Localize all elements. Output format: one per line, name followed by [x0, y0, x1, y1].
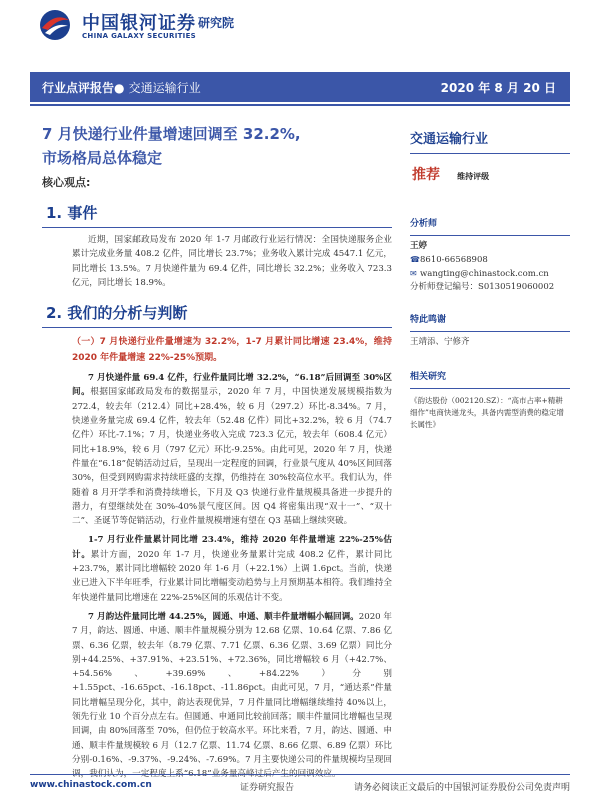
footer-center: 证券研究报告: [240, 783, 295, 793]
contrib-names: 王靖添、宁修齐: [410, 337, 470, 347]
logo-text-cn: 中国银河证券: [82, 13, 196, 34]
subsection-1-body: 根据国家邮政局发布的数据显示，2020 年 7 月，中国快递发展规模指数为 272.4，较去年（212.4）同比+28.4%，较 6 月（297.2）环比-8.34%。7 月，快递业务量完成 69.4 亿件，较去年（52.48 亿件）同比+32.2%，较 6 月（74.7 亿件）环比-7.1%；7 月，快递业务收入完成 723.3 亿元，较去年（608.4 亿元）同比+18.9%，较 6 月（797 亿元）环比-9.25%。由此可见，2020 年 7 月，快递件量在“6.18”促销活动过后，呈现出一定程度的回调，行业景气度从 40%区间回落 30%，但受到网购需求持续旺盛的支撑，仍维持在 30%较高位水平。我们认为，伴随着 8 月开学季和消费持续增长，下月及 Q3 快递行业件量规模具备进一步提升的潜力，有望继续处在 30%-40%景气度区间。因 Q4 将密集出现“双十一”、“双十二”、圣诞节等促销活动，行业件量规模增速有望在 Q3 基础上继续突破。: [72, 387, 392, 527]
footer-disclaimer: 请务必阅读正文最后的中国银河证券股份公司免责声明: [353, 783, 570, 793]
banner-divider: [30, 104, 570, 106]
email-address[interactable]: wangting@chinastock.com.cn: [420, 269, 549, 279]
phone-number: 8610-66568908: [420, 255, 488, 265]
subsection-3-lead: 7 月韵达件量同比增 44.25%，圆通、申通、顺丰件量增幅小幅回调。: [88, 611, 359, 622]
section-2-title: 2. 我们的分析与判断: [46, 304, 188, 323]
email-icon: ✉: [410, 269, 417, 278]
analyst-cert: [410, 281, 570, 294]
sidebar-industry-title: 交通运输行业: [410, 132, 489, 147]
core-view-label: 核心观点:: [42, 176, 91, 189]
galaxy-logo-icon: [36, 8, 74, 42]
cert-number: S0130519060002: [478, 282, 555, 292]
industry-name: 交通运输行业: [128, 81, 201, 95]
sidebar-rule: [410, 153, 570, 154]
related-research-item[interactable]: 《韵达股份（002120.SZ）：“高市占率+精耕细作”电商快递龙头，具备内需型消费的稳定增长属性》: [410, 396, 564, 429]
report-title: [42, 122, 392, 170]
main-content: [30, 110, 392, 782]
contrib-label: 特此鸣谢: [410, 315, 447, 325]
title-line-1: 7 月快递行业件量增速回调至 32.2%,: [42, 125, 301, 143]
subsection-2-lead: 1-7 月行业件量累计同比增 23.4%，维持 2020 年件量增速 22%-25%估计。: [72, 535, 392, 560]
subsection-1-lead: 7 月快递件量 69.4 亿件，行业件量同比增 32.2%，“6.18”后回调至 30%区间。: [72, 373, 392, 398]
section-1-paragraph: 近期，国家邮政局发布 2020 年 1-7 月邮政行业运行情况：全国快递服务企业累计完成业务量 408.2 亿件，同比增长 23.7%；业务收入累计完成 4547.1 亿元，同比增长 13.5%。7 月快递件量为 69.4 亿件，同比增长 32.2%；业务收入 723.3 亿元，同比增长 18.9%。: [72, 235, 392, 288]
analyst-rule: [410, 235, 570, 236]
analyst-phone: [410, 253, 570, 267]
report-header: [30, 4, 570, 48]
rating-value: 推荐: [412, 167, 440, 183]
phone-icon: ☎: [410, 255, 420, 264]
subsection-3-body: 2020 年 7 月，韵达、圆通、申通、顺丰件量规模分别为 12.68 亿票、10.64 亿票、7.86 亿票、6.36 亿票，较去年（8.79 亿票、7.71 亿票、6.36 亿票、3.69 亿票）同比分别+44.25%、+37.91%、+23.51%、+72.36%，同比增幅较 6 月（+42.7%、+54.56%、+39.69%、+84.22%）分别+1.55pct、-16.65pct、-16.18pct、-11.86pct。由此可见，7 月，“通达系”件量同比增幅呈现分化，其中，韵达表现优异，7 月件量同比增幅继续维持 40%以上，领先行业 10 个百分点左右。但圆通、申通同比较前回落；顺丰件量同比增幅也呈现回调，由 80%回落至 70%，但仍位于较高水平。环比来看，7 月，韵达、圆通、申通、顺丰件量规模较 6 月（12.7 亿票、11.74 亿票、8.66 亿票、6.89 亿票）环比分别-0.16%、-9.37%、-9.24%、-7.69%。7 月主要快递公司的件量规模均呈现回调，我们认为，一定程度上系“6.18”业务量高峰过后产生的回调效应。: [72, 611, 392, 780]
analyst-email[interactable]: [410, 267, 570, 281]
subsection-3-paragraph: [72, 610, 392, 782]
section-2-rule: [42, 327, 392, 328]
contrib-rule: [410, 331, 570, 332]
subsection-1-paragraph: [72, 371, 392, 528]
subsection-2-body: 累计方面，2020 年 1-7 月，快递业务量累计完成 408.2 亿件，累计同比+23.7%，累计同比增幅较 2020 年 1-6 月（+22.1%）上调 1.6pct。当前，快递业已进入下半年旺季，行业累计同比增幅变动趋势与上月预期基本相符。我们维持全年快递件量同比增速在 22%-25%区间的乐观估计不变。: [72, 549, 392, 603]
report-type: 行业点评报告●: [42, 81, 125, 95]
section-1-title: 1. 事件: [46, 204, 98, 222]
subsection-2-paragraph: [72, 533, 392, 604]
related-rule: [410, 388, 570, 389]
footer-url[interactable]: www.chinastock.com.cn: [30, 780, 152, 790]
report-date: 2020 年 8 月 20 日: [440, 81, 556, 95]
logo-text-en: CHINA GALAXY SECURITIES: [82, 32, 196, 40]
analyst-name: 王婷: [410, 241, 428, 251]
page-footer: [30, 774, 570, 794]
rating-note: 维持评级: [457, 172, 490, 181]
analyst-label: 分析师: [410, 219, 438, 229]
report-banner: [30, 72, 570, 102]
section-1-rule: [42, 227, 392, 228]
subsection-1-heading: （一）7 月快递行业件量增速为 32.2%，1-7 月累计同比增速 23.4%，维持 2020 年件量增速 22%-25%预期。: [72, 337, 392, 364]
sidebar: [410, 128, 570, 431]
institute-label: 研究院: [198, 16, 235, 30]
report-category: [42, 79, 201, 96]
title-line-2: 市场格局总体稳定: [42, 149, 163, 167]
cert-label: 分析师登记编号：: [410, 282, 479, 292]
related-label: 相关研究: [410, 372, 447, 382]
rating-block: [410, 164, 570, 184]
